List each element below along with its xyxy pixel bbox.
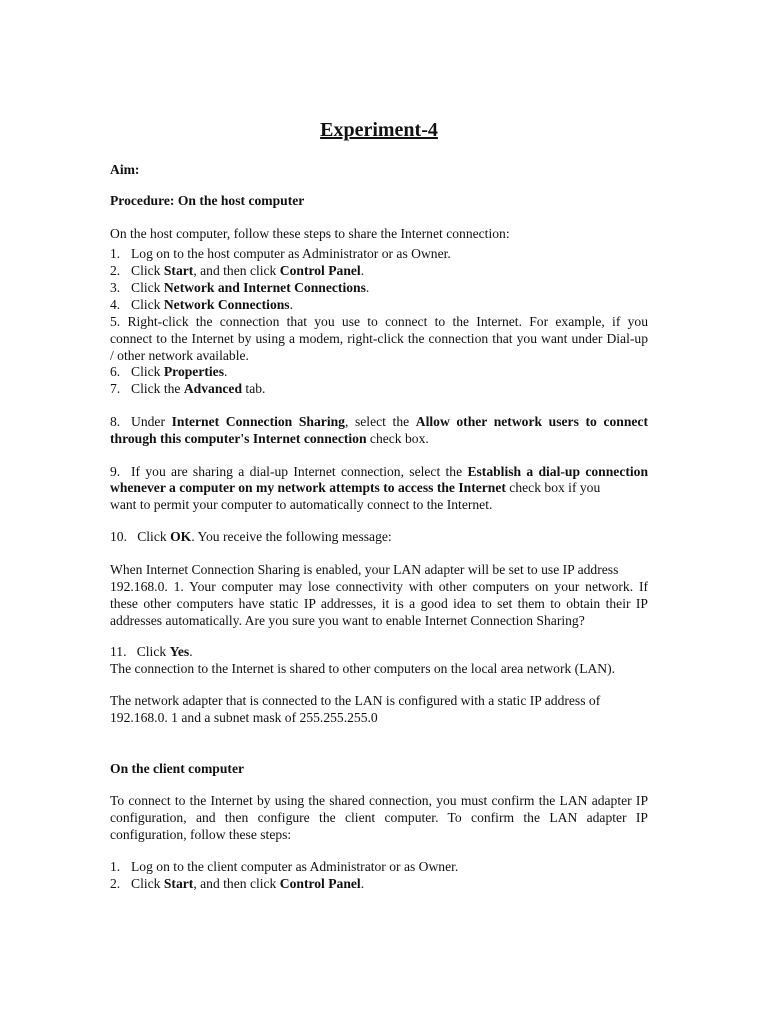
- host-step-4: 4. Click Network Connections.: [110, 297, 294, 312]
- step-number: 6.: [110, 364, 121, 379]
- host-step-3: 3. Click Network and Internet Connections.: [110, 280, 370, 295]
- step-number: 1.: [110, 246, 121, 261]
- host-step-9-line-3: want to permit your computer to automatically connect to the Internet.: [110, 497, 493, 512]
- client-intro-line-2: configuration, and then configure the client computer. To confirm the LAN adapter IP: [110, 810, 648, 825]
- step-number: 2.: [110, 876, 121, 891]
- step-number: 1.: [110, 859, 121, 874]
- host-step-8-line-1: 8. Under Internet Connection Sharing, select the Allow other network users to connect: [110, 414, 648, 429]
- host-step-5-line-1: 5. Right-click the connection that you use to connect to the Internet. For example, if you: [110, 314, 649, 329]
- adapter-note-line-2: 192.168.0. 1 and a subnet mask of 255.255.255.0: [110, 710, 378, 725]
- message-line-2: 192.168.0. 1. Your computer may lose connectivity with other computers on your network. If: [110, 579, 648, 594]
- host-step-2: 2. Click Start, and then click Control Panel.: [110, 263, 365, 278]
- host-step-5-line-2: connect to the Internet by using a modem, right-click the connection that you want under Dial-up: [110, 331, 648, 346]
- step-number: 3.: [110, 280, 121, 295]
- host-step-10: 10. Click OK. You receive the following message:: [110, 529, 392, 544]
- message-line-4: addresses automatically. Are you sure you want to enable Internet Connection Sharing?: [110, 613, 585, 628]
- step-number: 2.: [110, 263, 121, 278]
- host-intro: On the host computer, follow these steps to share the Internet connection:: [110, 226, 510, 241]
- step-number: 10.: [110, 529, 127, 544]
- client-step-1: 1. Log on to the client computer as Administrator or as Owner.: [110, 859, 459, 874]
- step-number: 11.: [110, 644, 127, 659]
- client-step-2: 2. Click Start, and then click Control Panel.: [110, 876, 365, 891]
- message-line-3: these other computers have static IP addresses, it is a good idea to set them to obtain their IP: [110, 596, 648, 611]
- document-page: [110, 0, 648, 1024]
- host-step-11: 11. Click Yes.: [110, 644, 193, 659]
- page-title: Experiment-4: [320, 119, 438, 141]
- step-number: 4.: [110, 297, 121, 312]
- adapter-note-line-1: The network adapter that is connected to the LAN is configured with a static IP address of: [110, 693, 601, 708]
- shared-note: The connection to the Internet is shared to other computers on the local area network (LAN).: [110, 661, 616, 676]
- host-step-6: 6. Click Properties.: [110, 364, 228, 379]
- host-step-9-line-1: 9. If you are sharing a dial-up Internet connection, select the Establish a dial-up connection: [110, 464, 649, 479]
- aim-label: Aim:: [110, 162, 140, 177]
- step-number: 7.: [110, 381, 121, 396]
- step-number: 5.: [110, 314, 121, 329]
- step-number: 8.: [110, 414, 121, 429]
- host-step-5-line-3: / other network available.: [110, 348, 249, 363]
- message-line-1: When Internet Connection Sharing is enabled, your LAN adapter will be set to use IP address: [110, 562, 619, 577]
- client-intro-line-3: configuration, follow these steps:: [110, 827, 292, 842]
- host-step-8-line-2: through this computer's Internet connection check box.: [110, 431, 429, 446]
- host-step-9-line-2: whenever a computer on my network attempts to access the Internet check box if you: [110, 480, 601, 495]
- step-number: 9.: [110, 464, 121, 479]
- host-step-7: 7. Click the Advanced tab.: [110, 381, 266, 396]
- client-intro-line-1: To connect to the Internet by using the shared connection, you must confirm the LAN adapter IP: [110, 793, 648, 808]
- procedure-heading: Procedure: On the host computer: [110, 193, 305, 208]
- client-heading: On the client computer: [110, 761, 245, 776]
- host-step-1: 1. Log on to the host computer as Administrator or as Owner.: [110, 246, 451, 261]
